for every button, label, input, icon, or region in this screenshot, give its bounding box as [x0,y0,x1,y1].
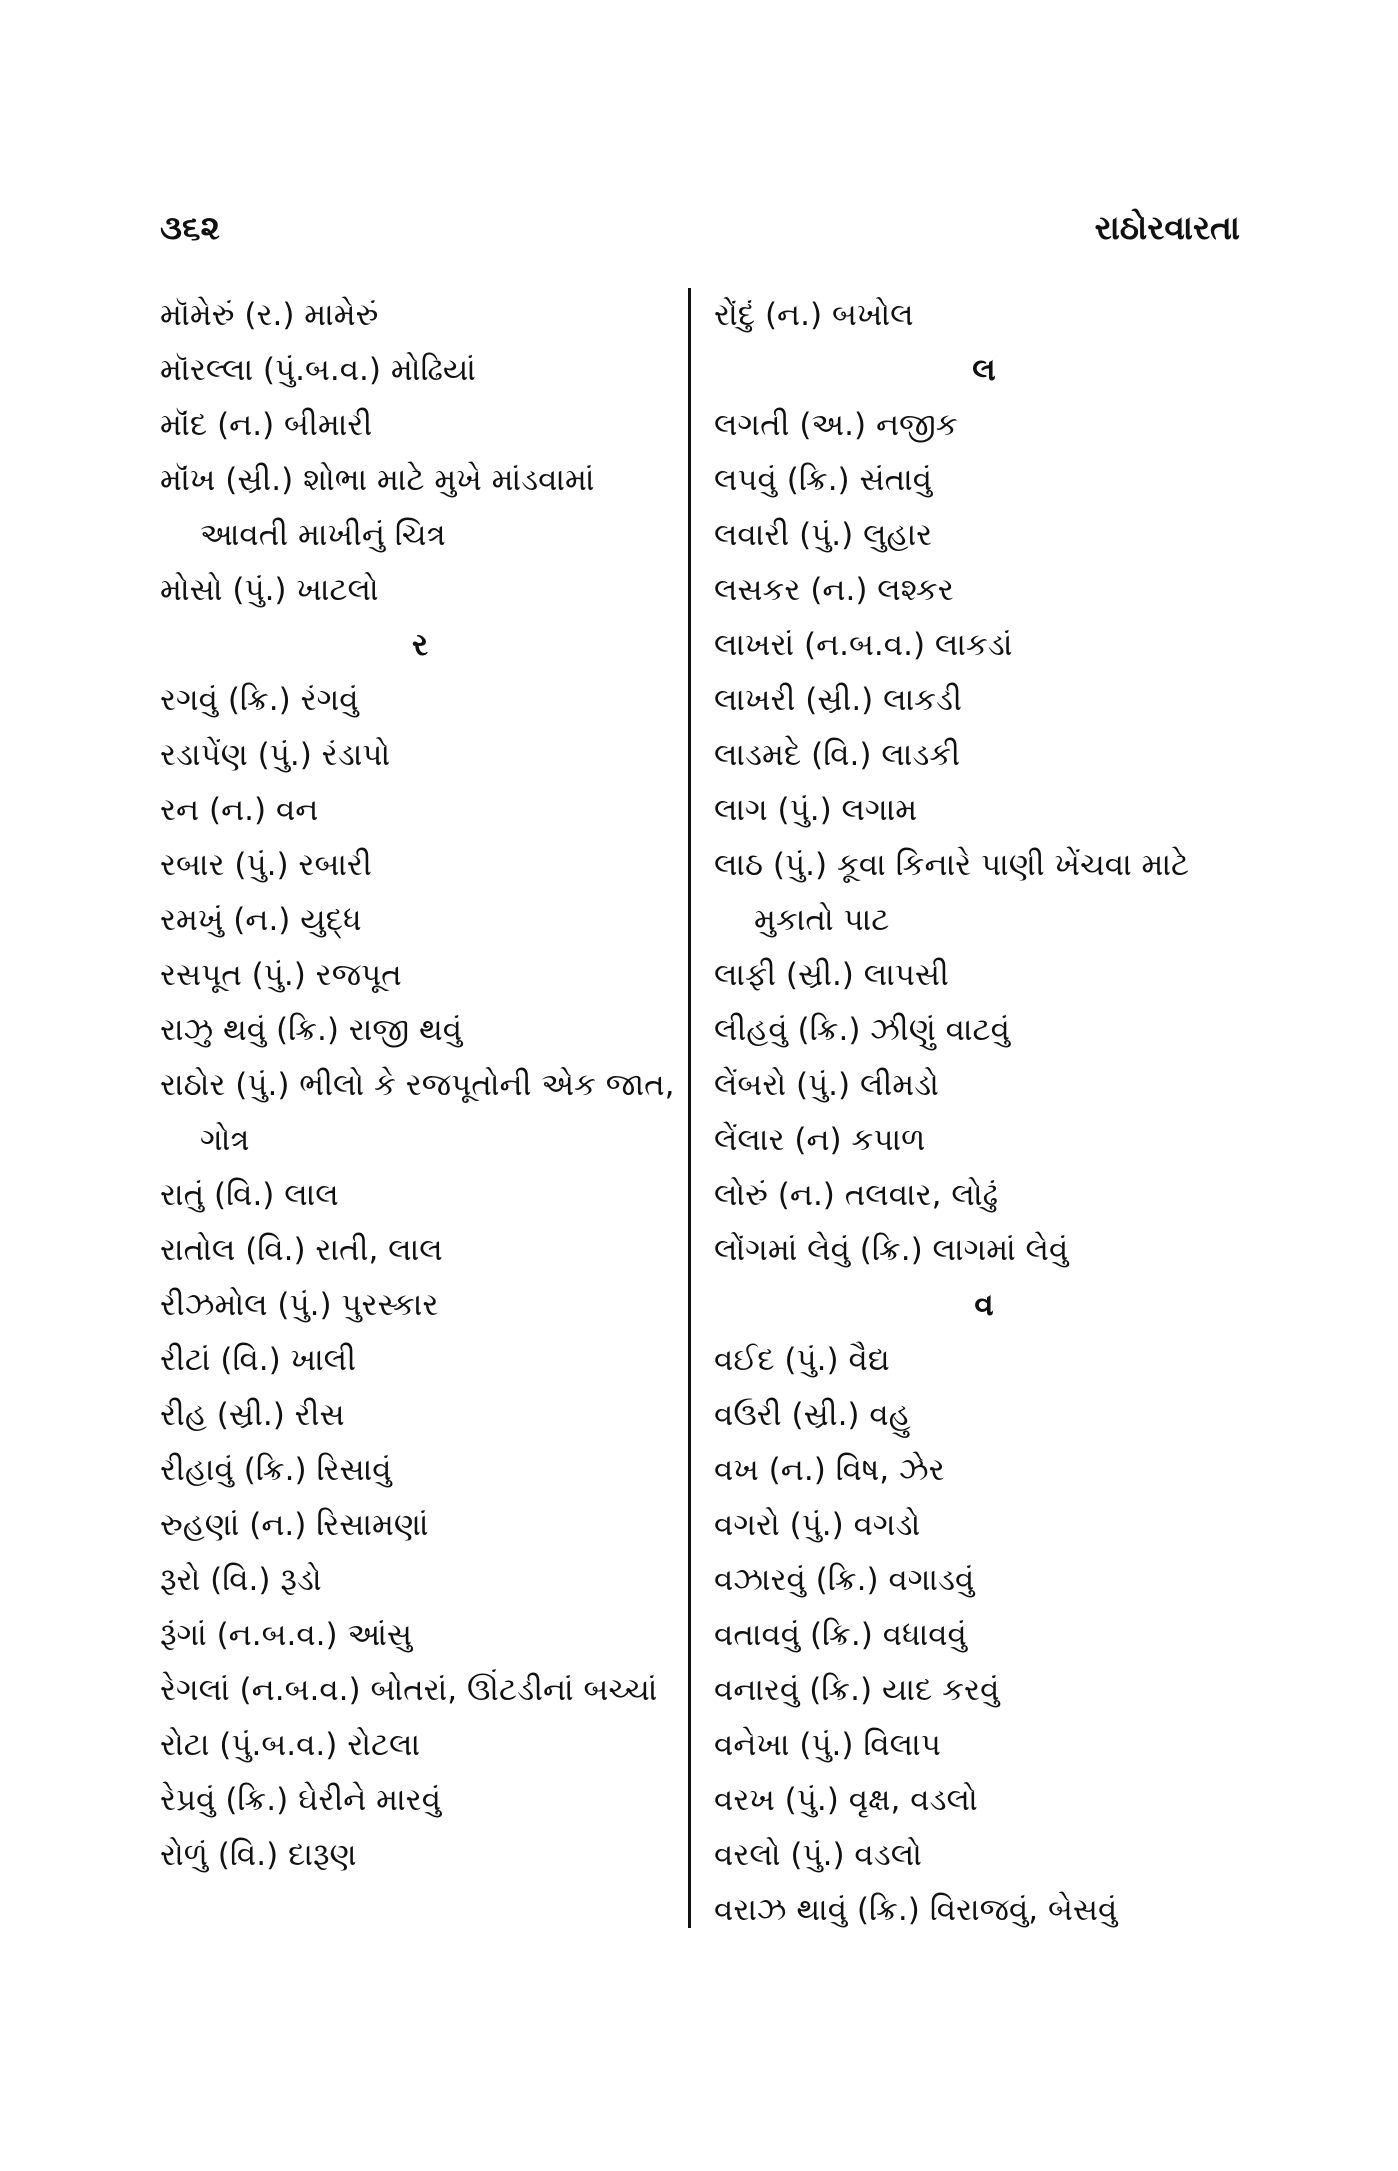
glossary-entry: લસકર (ન.) લશ્કર [714,572,954,608]
glossary-entry: વરાઝ થાવું (ક્રિ.) વિરાજવું, બેસવું [714,1892,1118,1928]
glossary-entry: રગવું (ક્રિ.) રંગવું [160,682,359,718]
glossary-entry: મૉમેરું (ર.) મામેરું [160,297,379,333]
glossary-entry: રીઝમોલ (પું.) પુરસ્કાર [160,1287,439,1323]
glossary-entry: વરલો (પું.) વડલો [714,1837,922,1873]
glossary-entry: રાઝુ થવું (ક્રિ.) રાજી થવું [160,1012,463,1048]
column-divider [688,288,691,1928]
running-title: રાઠોરવારતા [1094,208,1240,247]
glossary-entry: રાતોલ (વિ.) રાતી, લાલ [160,1232,443,1268]
glossary-entry: લાઠ (પું.) કૂવા કિનારે પાણી ખેંચવા માટે મુકાતો પાટ [714,847,1190,938]
glossary-entry: વતાવવું (ક્રિ.) વધાવવું [714,1617,967,1653]
glossary-entry: લેંલાર (ન) કપાળ [714,1122,926,1158]
glossary-entry: લાખરી (સ્રી.) લાકડી [714,682,962,718]
glossary-entry: લગતી (અ.) નજીક [714,407,958,443]
section-letter: વ [974,1287,994,1323]
glossary-entry: લેંબરો (પું.) લીમડો [714,1067,939,1103]
glossary-entry: લાફી (સ્રી.) લાપસી [714,957,949,993]
glossary-entry: વનારવું (ક્રિ.) યાદ કરવું [714,1672,1000,1708]
page-header [160,208,1240,258]
glossary-entry: લાગ (પું.) લગામ [714,792,918,828]
section-letter: ર [411,627,429,663]
glossary-entry: મોસો (પું.) ખાટલો [160,572,379,608]
glossary-entry: રાઠોર (પું.) ભીલો કે રજપૂતોની એક જાત, ગોત્ર [160,1067,675,1158]
glossary-entry: વઈદ (પું.) વૈદ્ય [714,1342,890,1378]
glossary-entry: મૉરલ્લા (પું.બ.વ.) મોઢિયાં [160,352,476,388]
glossary-entry: લીહવું (ક્રિ.) ઝીણું વાટવું [714,1012,1010,1048]
glossary-entry: રોંદું (ન.) બખોલ [714,297,914,333]
glossary-entry: વખ (ન.) વિષ, ઝેર [714,1452,945,1488]
glossary-entry: રીટાં (વિ.) ખાલી [160,1342,356,1378]
glossary-entry: રસપૂત (પું.) રજપૂત [160,957,402,993]
glossary-entry: રાતું (વિ.) લાલ [160,1177,339,1213]
left-glossary-column [160,288,680,1883]
glossary-entry: લાખરાં (ન.બ.વ.) લાકડાં [714,627,1013,663]
glossary-entry: રબાર (પું.) રબારી [160,847,372,883]
glossary-entry: વઉરી (સ્રી.) વહુ [714,1397,911,1433]
glossary-entry: રૂરો (વિ.) રૂડો [160,1562,322,1598]
glossary-entry: લાડમદે (વિ.) લાડકી [714,737,961,773]
glossary-entry: રમખું (ન.) યુદ્ધ [160,902,362,938]
glossary-entry: રેપ્રવું (ક્રિ.) ઘેરીને મારવું [160,1782,442,1818]
glossary-entry: લવારી (પું.) લુહાર [714,517,933,553]
glossary-entry: મૉંદ (ન.) બીમારી [160,407,373,443]
glossary-entry: લોંગમાં લેવું (ક્રિ.) લાગમાં લેવું [714,1232,1069,1268]
glossary-entry: વનેખા (પું.) વિલાપ [714,1727,941,1763]
right-glossary-column [714,288,1254,1938]
glossary-entry: રૂંગાં (ન.બ.વ.) આંસુ [160,1617,413,1653]
glossary-entry: મૉંખ (સ્રી.) શોભા માટે મુખે માંડવામાં આવતી માખીનું ચિત્ર [160,462,595,553]
glossary-entry: રીહ (સ્રી.) રીસ [160,1397,345,1433]
glossary-entry: લપવું (ક્રિ.) સંતાવું [714,462,933,498]
glossary-entry: વગરો (પું.) વગડો [714,1507,921,1543]
glossary-entry: વઝારવું (ક્રિ.) વગાડવું [714,1562,975,1598]
page-number: ૩૬૨ [160,208,220,247]
glossary-entry: રુહણાં (ન.) રિસામણાં [160,1507,429,1543]
glossary-entry: રીહાવું (ક્રિ.) રિસાવું [160,1452,392,1488]
glossary-entry: રેગલાં (ન.બ.વ.) બોતરાં, ઊંટડીનાં બચ્ચાં [160,1672,658,1708]
glossary-entry: રોળું (વિ.) દારૂણ [160,1837,357,1873]
glossary-entry: લોરું (ન.) તલવાર, લોઢું [714,1177,998,1213]
glossary-entry: રડાપેંણ (પું.) રંડાપો [160,737,391,773]
glossary-entry: રન (ન.) વન [160,792,319,828]
glossary-entry: રોટા (પું.બ.વ.) રોટલા [160,1727,421,1763]
glossary-entry: વરખ (પું.) વૃક્ષ, વડલો [714,1782,978,1818]
section-letter: લ [972,352,996,388]
